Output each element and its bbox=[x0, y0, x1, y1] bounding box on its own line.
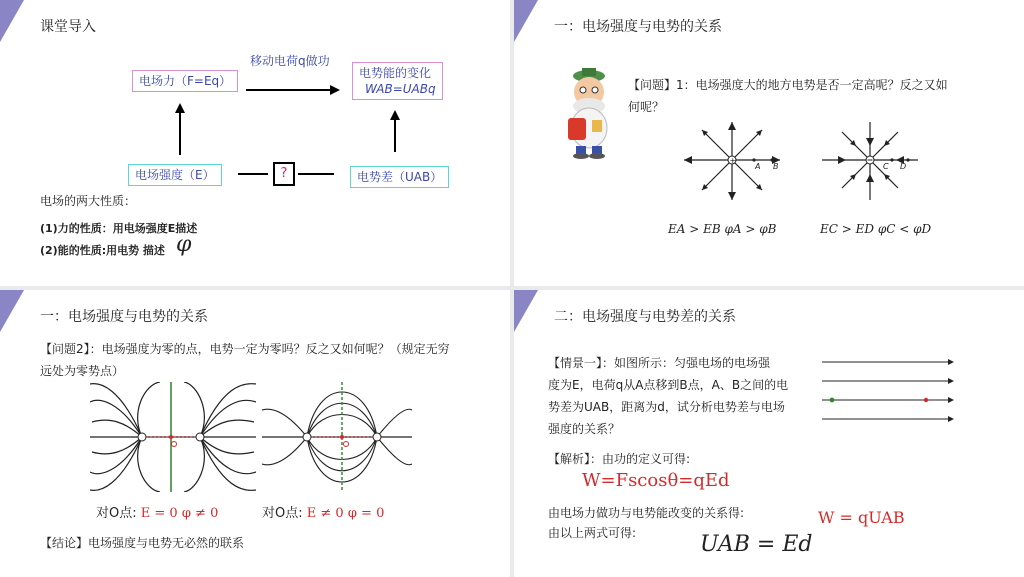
question1-line1: 【问题】1：电场强度大的地方电势是否一定高呢？反之又如 bbox=[628, 78, 948, 92]
question2-line2: 远处为零势点） bbox=[40, 364, 125, 378]
like-charges-field-diagram bbox=[90, 382, 256, 492]
slide-title: 二：电场强度与电势差的关系 bbox=[554, 309, 736, 325]
label-a: A bbox=[755, 162, 761, 171]
combine-text: 由以上两式可得: bbox=[548, 526, 637, 540]
scenario-line1: 【情景一】：如图所示：匀强电场的电场强 bbox=[548, 356, 771, 370]
phi-symbol: φ bbox=[176, 232, 192, 257]
point-o-left bbox=[96, 502, 218, 521]
potential-diff-box: 电势差（UAB） bbox=[350, 166, 449, 188]
corner-accent bbox=[0, 290, 24, 332]
point-o-left-formula: E = 0 φ ≠ 0 bbox=[140, 506, 219, 521]
two-properties-heading: 电场的两大性质： bbox=[40, 194, 137, 208]
question-mark-box: ? bbox=[273, 162, 295, 186]
formula-ea-eb: EA > EB φA > φB bbox=[668, 222, 777, 236]
move-charge-label: 移动电荷q做功 bbox=[250, 54, 330, 68]
question1-line2: 何呢？ bbox=[628, 100, 665, 114]
question1-text bbox=[628, 74, 948, 118]
corner-accent bbox=[514, 290, 538, 332]
corner-accent bbox=[514, 0, 538, 42]
uniform-field-diagram bbox=[820, 356, 956, 424]
w-equals-qu-formula: W = qUAB bbox=[818, 508, 905, 527]
energy-change-line1: 电势能的变化 bbox=[359, 66, 432, 80]
label-d: D bbox=[900, 162, 907, 171]
property-energy: (2)能的性质:用电势 描述 bbox=[40, 244, 165, 257]
energy-change-line2: WAB=UABq bbox=[365, 82, 436, 96]
point-o-right-formula: E ≠ 0 φ = 0 bbox=[306, 506, 385, 521]
slide-title: 一：电场强度与电势的关系 bbox=[40, 309, 208, 325]
property-force: (1)力的性质：用电场强度E描述 bbox=[40, 222, 198, 235]
question2-text bbox=[40, 338, 450, 382]
scenario-line3: 势差为UAB，距离为d，试分析电势差与电场 bbox=[548, 400, 785, 414]
formula-ec-ed: EC > ED φC < φD bbox=[820, 222, 932, 236]
negative-charge-field-diagram bbox=[820, 120, 920, 202]
analysis-label: 【解析】：由功的定义可得: bbox=[548, 452, 691, 466]
label-c: C bbox=[883, 162, 889, 171]
slide-field-vs-potential-1 bbox=[514, 0, 1024, 286]
point-o-right bbox=[262, 502, 384, 521]
slide-field-vs-potential-2 bbox=[0, 290, 510, 577]
question2-line1: 【问题2】：电场强度为零的点，电势一定为零吗？反之又如何呢？（规定无穷 bbox=[40, 342, 450, 356]
svg-text:+: + bbox=[729, 156, 737, 165]
field-strength-box: 电场强度（E） bbox=[128, 164, 222, 186]
energy-relation-text: 由电场力做功与电势能改变的关系得: bbox=[548, 506, 745, 520]
unlike-charges-field-diagram bbox=[262, 382, 412, 492]
final-formula: UAB = Ed bbox=[700, 532, 813, 557]
label-b: B bbox=[773, 162, 779, 171]
positive-charge-field-diagram bbox=[682, 120, 782, 202]
slide-intro bbox=[0, 0, 510, 286]
conclusion-text: 【结论】电场强度与电势无必然的联系 bbox=[40, 536, 245, 550]
scenario-line4: 强度的关系？ bbox=[548, 422, 621, 436]
scenario-text bbox=[548, 352, 788, 440]
slide-field-vs-potential-diff bbox=[514, 290, 1024, 577]
slide-title: 课堂导入 bbox=[40, 19, 96, 35]
professor-illustration bbox=[554, 66, 624, 160]
force-box: 电场力（F=Eq） bbox=[132, 70, 238, 92]
scenario-line2: 度为E，电荷q从A点移到B点，A、B之间的电 bbox=[548, 378, 789, 392]
point-o-left-prefix: 对O点: bbox=[96, 506, 137, 521]
point-o-right-prefix: 对O点: bbox=[262, 506, 303, 521]
slide-title: 一：电场强度与电势的关系 bbox=[554, 19, 722, 35]
work-formula: W=Fscosθ=qEd bbox=[582, 470, 730, 491]
